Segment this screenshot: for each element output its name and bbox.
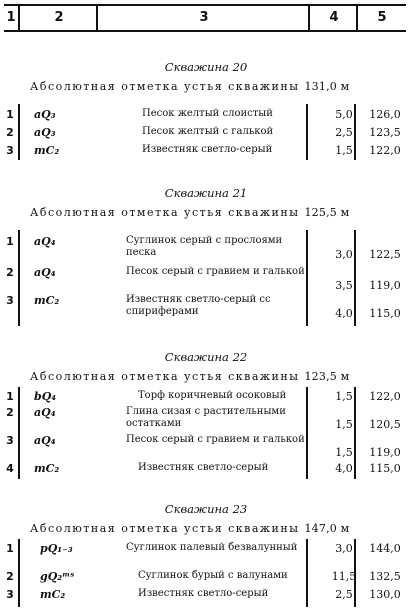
elevation-value: 125,5 м [304,206,350,219]
elevation-label: Абсолютная отметка устья скважины [30,206,300,219]
geologic-index: aQ₄ [34,235,56,248]
layer-description: Песок желтый с галькой [142,126,274,137]
layer-description: Суглинок палевый безвалунный [126,542,298,553]
geologic-index: aQ₃ [34,108,56,121]
layer-thickness: 11,5 [331,570,357,583]
header-col-5: 5 [377,10,387,25]
layer-bottom-elevation: 132,5 [369,570,401,583]
layer-thickness: 3,0 [335,248,353,261]
layer-thickness: 4,0 [335,462,353,475]
geologic-index: mC₂ [34,144,60,157]
geologic-index: mC₂ [34,462,60,475]
layer-thickness: 3,5 [335,279,353,292]
geologic-index: mC₂ [40,588,66,601]
layer-number: 2 [6,570,14,583]
geologic-index: aQ₄ [34,406,56,419]
layer-description: Глина сизая с растительными остатками [126,406,286,429]
layer-number: 1 [6,542,14,555]
layer-description: Песок желтый слоистый [142,108,273,119]
layer-number: 1 [6,108,14,121]
layer-number: 4 [6,462,14,475]
layer-thickness: 5,0 [335,108,353,121]
geologic-index: aQ₄ [34,266,56,279]
layer-description: Известняк светло-серый сс спириферами [126,294,271,317]
layer-number: 2 [6,126,14,139]
header-col-1: 1 [6,10,16,25]
header-divider [96,6,98,30]
elevation-label: Абсолютная отметка устья скважины [30,80,300,93]
elevation-line [30,80,392,93]
layer-thickness: 4,0 [335,307,353,320]
well-title: Скважина 20 [164,60,248,74]
layer-number: 3 [6,294,14,307]
column-divider [306,230,308,326]
layer-number: 2 [6,406,14,419]
layer-bottom-elevation: 123,5 [369,126,401,139]
elevation-value: 147,0 м [304,522,350,535]
geologic-index: aQ₃ [34,126,56,139]
layer-thickness: 1,5 [335,390,353,403]
layer-thickness: 1,5 [335,418,353,431]
layer-bottom-elevation: 122,0 [369,390,401,403]
layer-description: Известняк светло-серый [142,144,273,155]
elevation-label: Абсолютная отметка устья скважины [30,370,300,383]
layer-number: 3 [6,434,14,447]
layer-description: Известняк светло-серый [138,462,269,473]
layer-number: 1 [6,390,14,403]
header-col-4: 4 [329,10,339,25]
layer-bottom-elevation: 120,5 [369,418,401,431]
layer-number: 2 [6,266,14,279]
bracket-line [18,387,20,479]
layer-description: Суглинок серый с прослоями песка [126,235,283,258]
layer-bottom-elevation: 122,0 [369,144,401,157]
well-title: Скважина 21 [164,186,248,200]
layer-description: Известняк светло-серый [138,588,269,599]
layer-bottom-elevation: 115,0 [369,462,401,475]
geologic-index: gQ₂ᵐˢ [40,570,75,583]
elevation-line [30,522,392,535]
bracket-line [18,539,20,607]
layer-thickness: 1,5 [335,144,353,157]
layer-thickness: 2,5 [335,588,353,601]
layer-bottom-elevation: 122,5 [369,248,401,261]
layer-thickness: 1,5 [335,446,353,459]
layer-thickness: 2,5 [335,126,353,139]
header-col-2: 2 [54,10,64,25]
layer-bottom-elevation: 115,0 [369,307,401,320]
layer-number: 3 [6,588,14,601]
bracket-line [18,230,20,326]
header-divider [356,6,358,30]
layer-bottom-elevation: 130,0 [369,588,401,601]
elevation-label: Абсолютная отметка устья скважины [30,522,300,535]
elevation-line [30,370,392,383]
geologic-index: mC₂ [34,294,60,307]
layer-bottom-elevation: 119,0 [369,279,401,292]
header-divider [308,6,310,30]
header-divider [18,6,20,30]
layer-description: Песок серый с гравием и галькой [126,434,305,445]
table-header [4,4,406,32]
well-title: Скважина 23 [164,502,248,516]
layer-description: Торф коричневый осоковый [138,390,287,401]
layer-bottom-elevation: 126,0 [369,108,401,121]
geologic-index: bQ₄ [34,390,57,403]
well-title: Скважина 22 [164,350,248,364]
bracket-line [18,104,20,160]
elevation-value: 131,0 м [304,80,350,93]
geologic-index: aQ₄ [34,434,56,447]
layer-description: Песок серый с гравием и галькой [126,266,305,277]
layer-bottom-elevation: 144,0 [369,542,401,555]
layer-number: 3 [6,144,14,157]
header-col-3: 3 [199,10,209,25]
layer-thickness: 3,0 [335,542,353,555]
geologic-index: pQ₁₋₃ [40,542,73,555]
elevation-line [30,206,392,219]
layer-description: Суглинок бурый с валунами [138,570,288,581]
elevation-value: 123,5 м [304,370,350,383]
layer-bottom-elevation: 119,0 [369,446,401,459]
layer-number: 1 [6,235,14,248]
